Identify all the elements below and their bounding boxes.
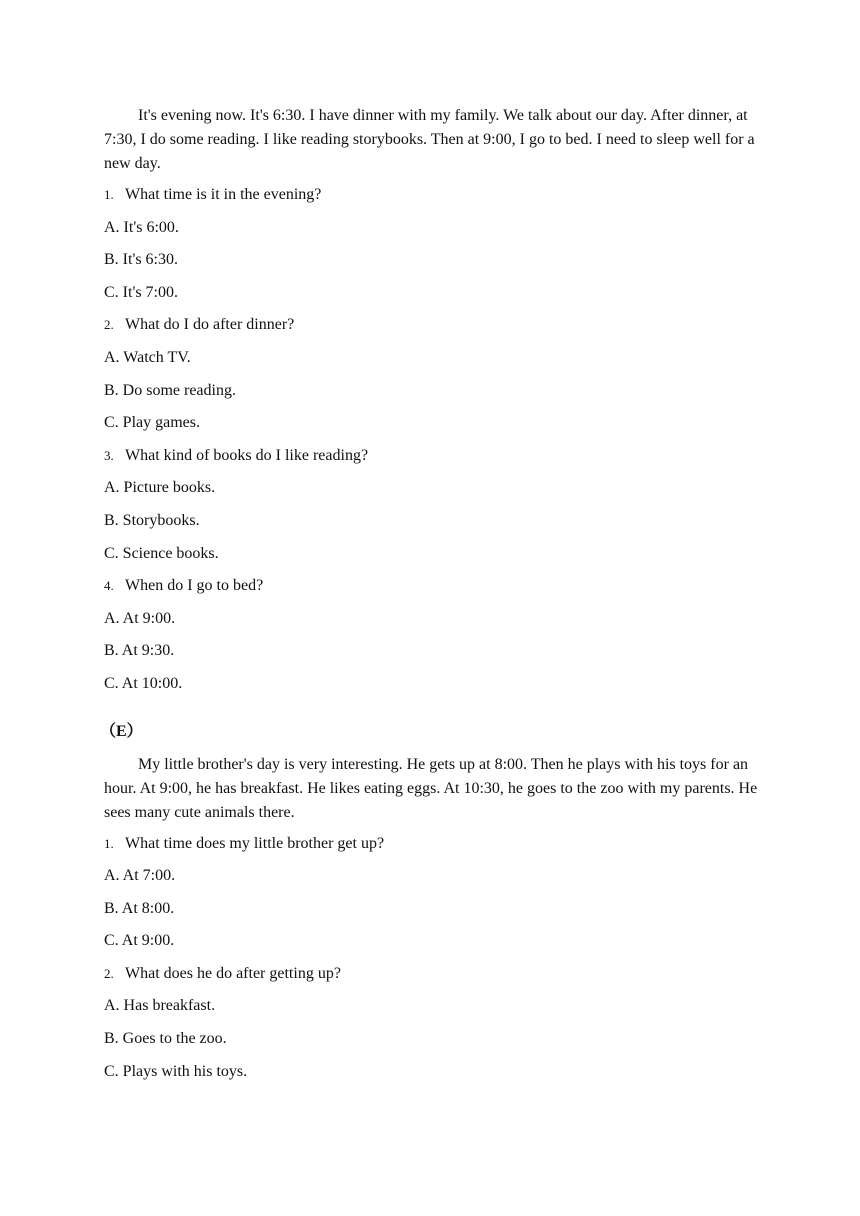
- option-a: A. Watch TV.: [104, 348, 191, 366]
- question-text: What time does my little brother get up?: [125, 834, 385, 852]
- question-stem: [104, 444, 760, 477]
- option-b: B. Goes to the zoo.: [104, 1030, 227, 1048]
- question-stem: [104, 832, 760, 865]
- question-number: 2.: [104, 965, 114, 981]
- passage-d: It's evening now. It's 6:30. I have dinner with my family. We talk about our day. After dinner, at 7:30, I do some reading. I like reading storybooks. Then at 9:00, I go to bed. I need to sleep well for a new day.: [104, 107, 755, 172]
- option-a: A. It's 6:00.: [104, 218, 179, 236]
- option-c: C. Plays with his toys.: [104, 1062, 248, 1080]
- question-d-3: [104, 444, 760, 574]
- passage-e: My little brother's day is very interesting. He gets up at 8:00. Then he plays with his toys for an hour. At 9:00, he has breakfast. He likes eating eggs. At 10:30, he goes to the zoo with my parents. He sees many cute animals there.: [104, 755, 758, 821]
- option-b: B. It's 6:30.: [104, 251, 178, 269]
- option-a: A. Picture books.: [104, 479, 216, 497]
- question-number: 2.: [104, 317, 114, 333]
- option-c: C. At 9:00.: [104, 932, 175, 950]
- option-b: B. Storybooks.: [104, 511, 200, 529]
- option-a: A. At 9:00.: [104, 609, 176, 627]
- document-page: [100, 104, 760, 1092]
- option-c: C. Science books.: [104, 544, 219, 562]
- question-text: When do I go to bed?: [125, 577, 264, 595]
- question-d-2: [104, 313, 760, 443]
- option-c: C. At 10:00.: [104, 674, 183, 692]
- option-b: B. At 8:00.: [104, 899, 175, 917]
- option-c: C. It's 7:00.: [104, 283, 178, 301]
- question-text: What kind of books do I like reading?: [125, 446, 369, 464]
- option-a: A. At 7:00.: [104, 867, 176, 885]
- question-text: What do I do after dinner?: [125, 316, 295, 334]
- question-d-4: [104, 574, 760, 704]
- question-stem: [104, 962, 760, 995]
- option-a: A. Has breakfast.: [104, 997, 216, 1015]
- option-c: C. Play games.: [104, 414, 200, 432]
- question-stem: [104, 313, 760, 346]
- section-heading-e: （E）: [100, 722, 143, 740]
- question-number: 3.: [104, 447, 114, 463]
- question-e-2: [104, 962, 760, 1092]
- question-e-1: [104, 832, 760, 962]
- question-stem: [104, 183, 760, 216]
- question-text: What does he do after getting up?: [125, 964, 341, 982]
- question-d-1: [104, 183, 760, 313]
- question-stem: [104, 574, 760, 607]
- question-number: 1.: [104, 835, 114, 851]
- option-b: B. At 9:30.: [104, 642, 175, 660]
- question-number: 1.: [104, 187, 114, 202]
- question-text: What time is it in the evening?: [125, 186, 322, 203]
- question-number: 4.: [104, 578, 114, 594]
- option-b: B. Do some reading.: [104, 381, 236, 399]
